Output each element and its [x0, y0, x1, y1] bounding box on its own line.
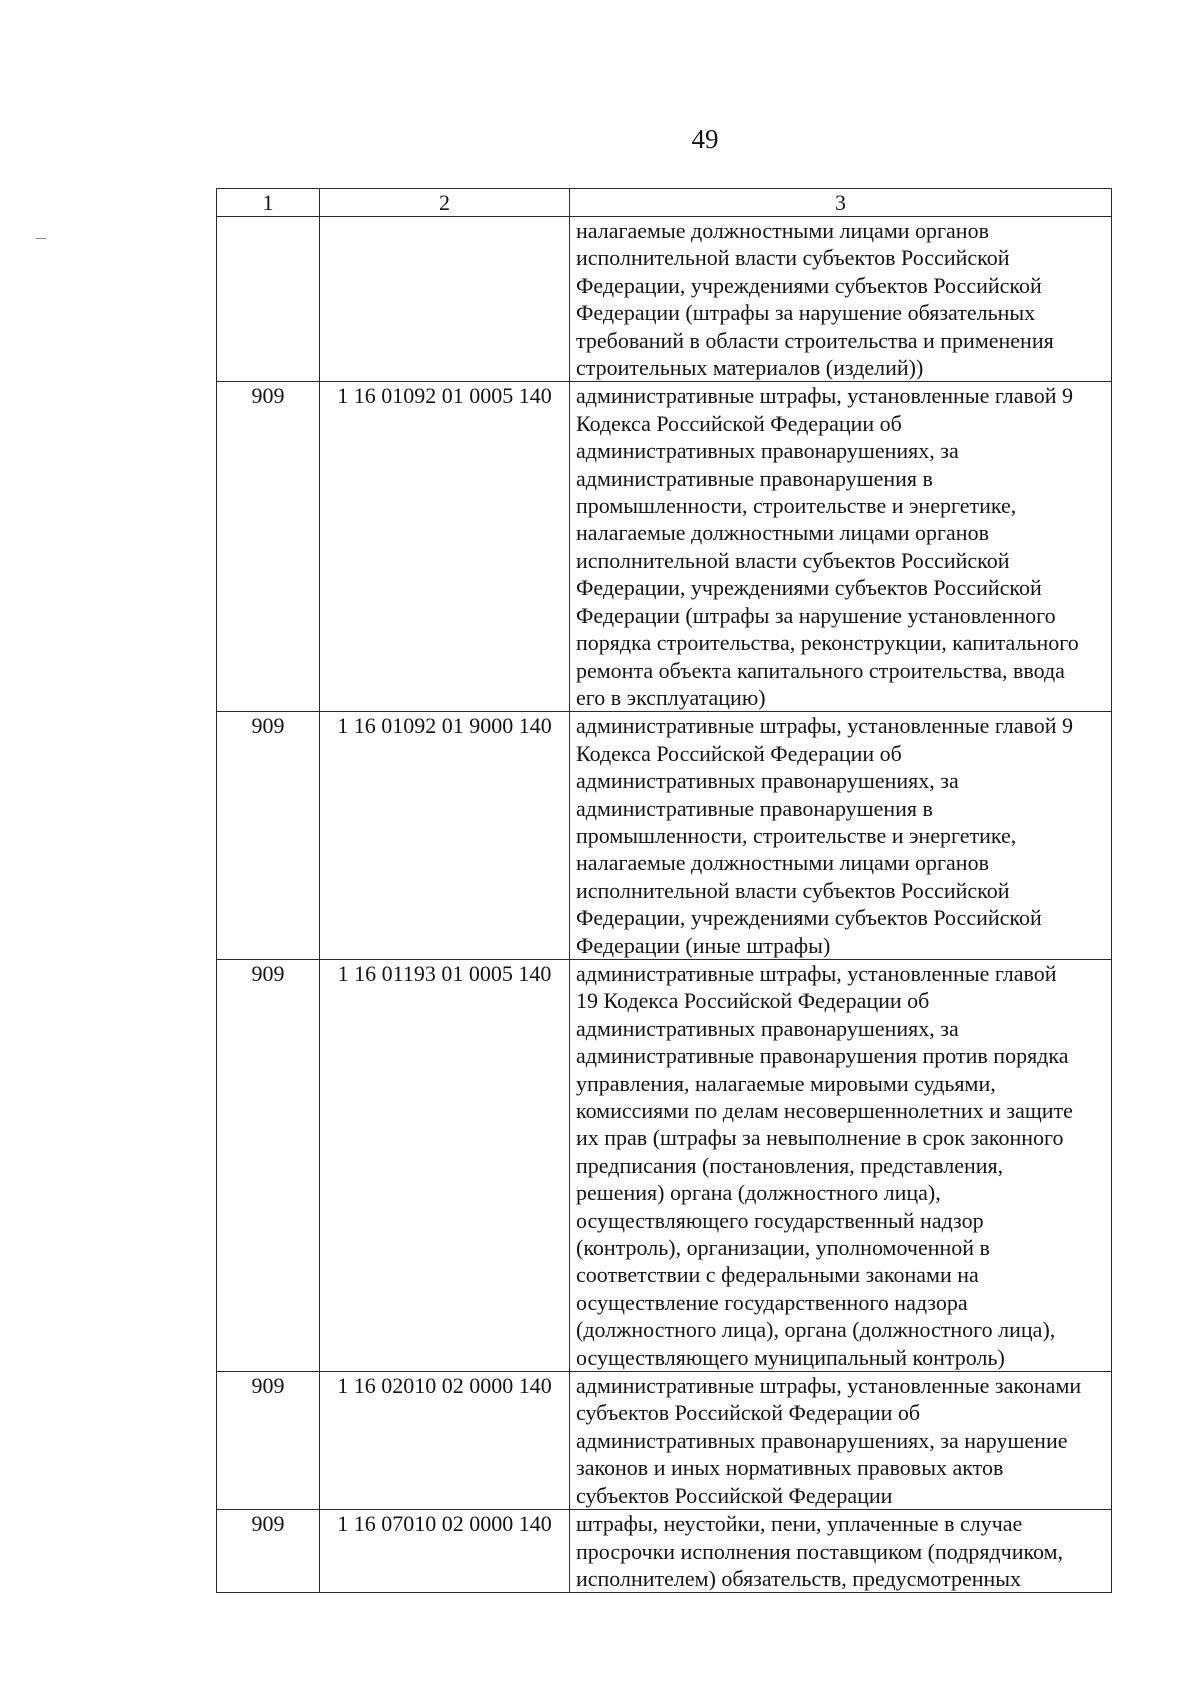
income-name-line: строительных материалов (изделий))	[576, 355, 924, 381]
column-header-1: 1	[217, 189, 320, 217]
income-name-line: субъектов Российской Федерации об	[576, 1400, 921, 1426]
income-name-line: его в эксплуатацию)	[576, 684, 766, 710]
column-header-3: 3	[570, 189, 1112, 217]
column-header-2: 2	[320, 189, 570, 217]
table-row	[217, 712, 1112, 960]
income-name-line: осуществляющего государственный надзор	[576, 1207, 984, 1233]
income-name-line: Федерации (иные штрафы)	[576, 932, 831, 958]
income-name-cell	[570, 217, 1112, 382]
income-name-line: просрочки исполнения поставщиком (подрядчиком,	[576, 1538, 1064, 1564]
income-name-line: субъектов Российской Федерации	[576, 1482, 893, 1508]
budget-code-cell: 1 16 02010 02 0000 140	[320, 1372, 570, 1510]
income-name-line: Федерации, учреждениями субъектов Российской	[576, 575, 1042, 601]
budget-codes-table	[216, 188, 1112, 1593]
page-number: 49	[691, 124, 719, 154]
income-name-cell	[570, 1372, 1112, 1510]
income-name-line: Федерации (штрафы за нарушение установленного	[576, 602, 1056, 628]
admin-code-cell: 909	[217, 1372, 320, 1510]
table-row	[217, 959, 1112, 1371]
income-name-line: требований в области строительства и применения	[576, 327, 1054, 353]
income-name-line: (контроль), организации, уполномоченной в	[576, 1235, 990, 1261]
table-header-row	[217, 189, 1112, 217]
income-name-cell	[570, 712, 1112, 960]
table-row	[217, 217, 1112, 382]
income-name-line: порядка строительства, реконструкции, капитального	[576, 630, 1079, 656]
income-name-line: налагаемые должностными лицами органов	[576, 520, 989, 546]
income-name-line: Кодекса Российской Федерации об	[576, 410, 902, 436]
admin-code-cell: 909	[217, 712, 320, 960]
income-name-cell	[570, 382, 1112, 712]
income-name-line: административных правонарушениях, за	[576, 438, 959, 464]
income-name-line: налагаемые должностными лицами органов	[576, 850, 989, 876]
income-name-line: исполнительной власти субъектов Российской	[576, 547, 1010, 573]
income-name-line: административных правонарушениях, за	[576, 768, 959, 794]
income-name-line: административные правонарушения в	[576, 465, 933, 491]
income-name-line: административные штрафы, установленные главой	[576, 960, 1057, 986]
income-name-line: административные штрафы, установленные главой 9	[576, 383, 1074, 409]
income-name-line: решения) органа (должностного лица),	[576, 1180, 941, 1206]
budget-code-cell: 1 16 01092 01 9000 140	[320, 712, 570, 960]
admin-code-cell: 909	[217, 382, 320, 712]
admin-code-cell	[217, 217, 320, 382]
income-name-line: административные правонарушения против порядка	[576, 1043, 1069, 1069]
income-name-line: Кодекса Российской Федерации об	[576, 740, 902, 766]
income-name-line: их прав (штрафы за невыполнение в срок законного	[576, 1125, 1064, 1151]
income-name-line: Федерации, учреждениями субъектов Российской	[576, 905, 1042, 931]
income-name-line: 19 Кодекса Российской Федерации об	[576, 988, 930, 1014]
income-name-line: исполнительной власти субъектов Российской	[576, 877, 1010, 903]
income-name-line: административные штрафы, установленные законами	[576, 1373, 1082, 1399]
income-name-cell	[570, 959, 1112, 1371]
income-name-line: промышленности, строительстве и энергетике,	[576, 493, 1017, 519]
table-row	[217, 1372, 1112, 1510]
income-name-line: Федерации, учреждениями субъектов Российской	[576, 272, 1042, 298]
table-row	[217, 382, 1112, 712]
income-name-line: предписания (постановления, представления,	[576, 1152, 1004, 1178]
budget-code-cell: 1 16 07010 02 0000 140	[320, 1510, 570, 1593]
income-name-line: исполнительной власти субъектов Российской	[576, 245, 1010, 271]
income-name-line: административные правонарушения в	[576, 795, 933, 821]
income-name-line: административные штрафы, установленные главой 9	[576, 713, 1074, 739]
income-name-line: штрафы, неустойки, пени, уплаченные в случае	[576, 1511, 1023, 1537]
income-name-line: комиссиями по делам несовершеннолетних и защите	[576, 1098, 1073, 1123]
income-name-line: налагаемые должностными лицами органов	[576, 218, 989, 243]
income-name-line: ремонта объекта капитального строительства, ввода	[576, 657, 1065, 683]
budget-code-cell: 1 16 01092 01 0005 140	[320, 382, 570, 712]
income-name-line: (должностного лица), органа (должностного лица),	[576, 1317, 1056, 1343]
admin-code-cell: 909	[217, 959, 320, 1371]
income-name-line: исполнителем) обязательств, предусмотренных	[576, 1565, 1022, 1591]
income-name-line: Федерации (штрафы за нарушение обязательных	[576, 300, 1036, 326]
table-row	[217, 1510, 1112, 1593]
admin-code-cell: 909	[217, 1510, 320, 1593]
income-name-line: административных правонарушениях, за	[576, 1015, 959, 1041]
budget-code-cell: 1 16 01193 01 0005 140	[320, 959, 570, 1371]
income-name-line: административных правонарушениях, за нарушение	[576, 1427, 1068, 1453]
income-name-line: управления, налагаемые мировыми судьями,	[576, 1070, 996, 1096]
budget-code-cell	[320, 217, 570, 382]
income-name-cell	[570, 1510, 1112, 1593]
income-name-line: осуществление государственного надзора	[576, 1289, 968, 1315]
income-name-line: соответствии с федеральными законами на	[576, 1262, 979, 1288]
margin-mark	[36, 238, 46, 239]
table-body	[217, 217, 1112, 1593]
income-name-line: законов и иных нормативных правовых актов	[576, 1455, 1004, 1481]
income-name-line: промышленности, строительстве и энергетике,	[576, 822, 1017, 848]
income-name-line: осуществляющего муниципальный контроль)	[576, 1344, 1005, 1370]
